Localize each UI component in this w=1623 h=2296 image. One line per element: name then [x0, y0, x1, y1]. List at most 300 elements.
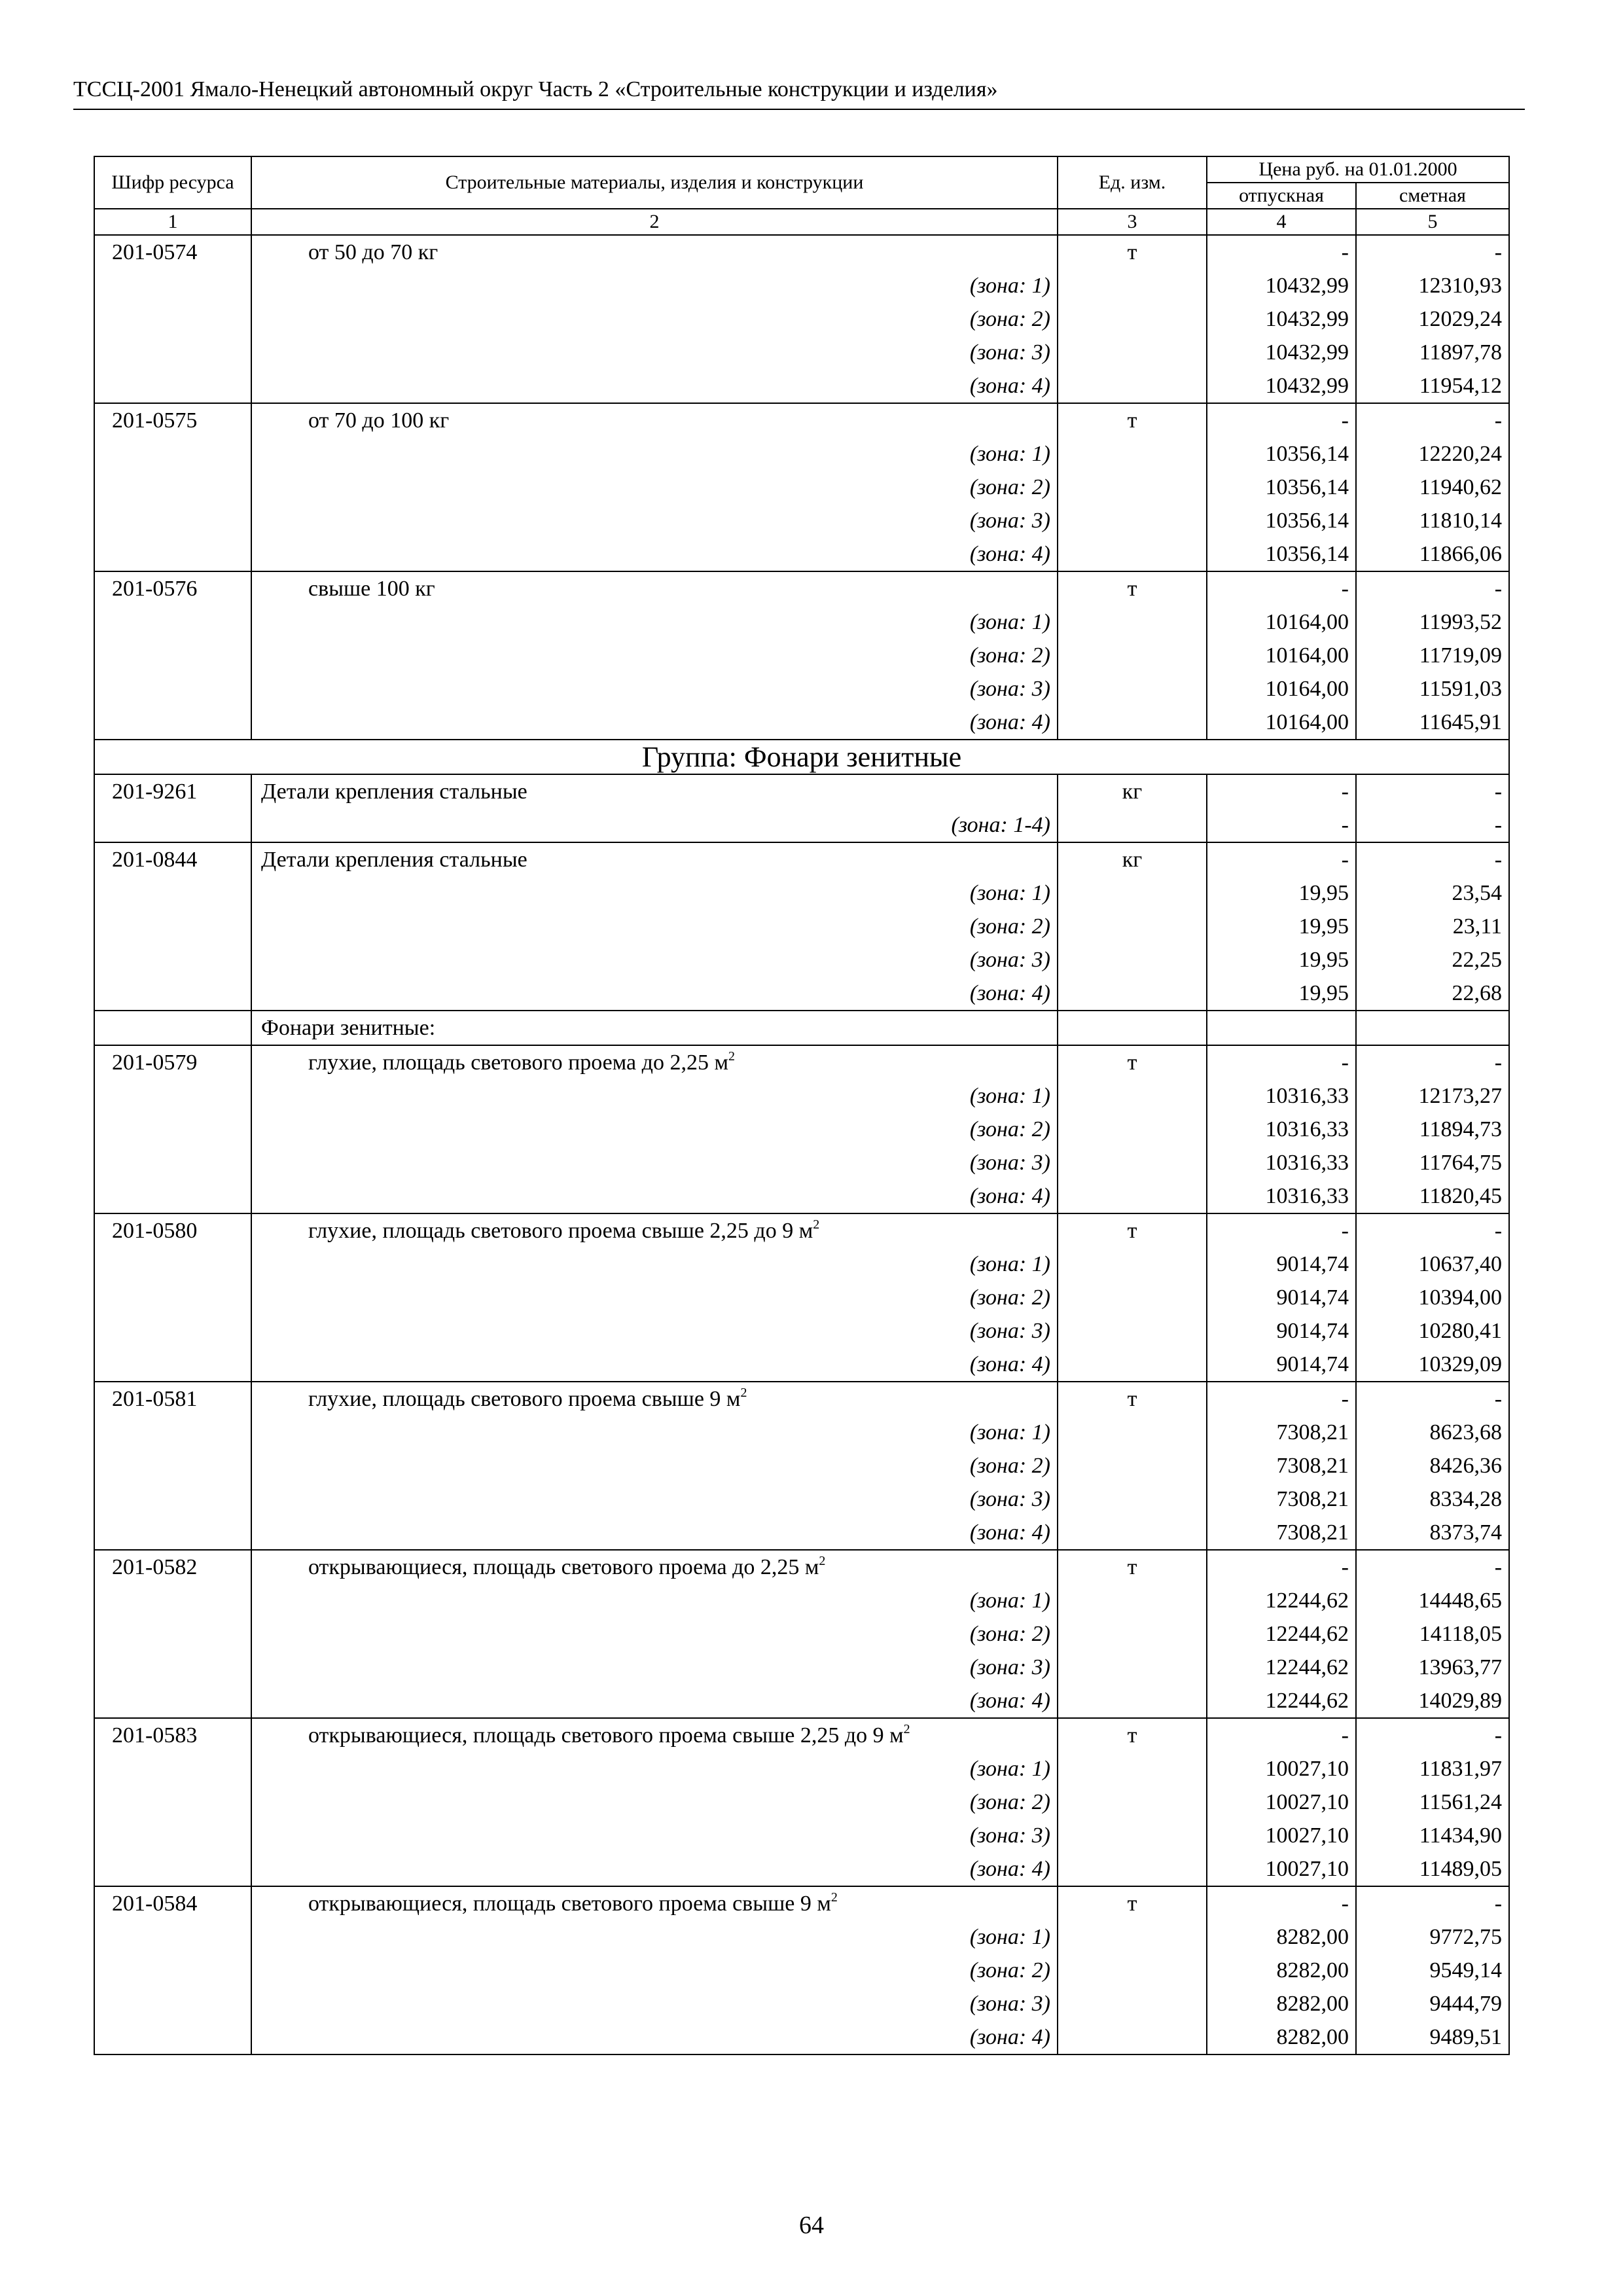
- column-header-code: Шифр ресурса: [94, 156, 251, 209]
- column-header-estimate: сметная: [1356, 183, 1509, 209]
- zone-label: (зона: 2): [251, 1113, 1058, 1146]
- release-price: 10316,33: [1207, 1079, 1356, 1113]
- estimate-price: 11897,78: [1356, 336, 1509, 369]
- zone-label: (зона: 3): [251, 943, 1058, 977]
- zone-label: (зона: 4): [251, 977, 1058, 1011]
- zone-label: (зона: 2): [251, 1617, 1058, 1651]
- estimate-price: 11489,05: [1356, 1852, 1509, 1886]
- zone-row: [94, 1482, 1509, 1516]
- release-price: 8282,00: [1207, 1920, 1356, 1954]
- resource-code: 201-0575: [94, 403, 251, 437]
- empty-cell: [1058, 1516, 1207, 1550]
- table-row: [94, 842, 1509, 876]
- zone-label: (зона: 2): [251, 1954, 1058, 1987]
- zone-row: [94, 302, 1509, 336]
- zone-row: [94, 605, 1509, 639]
- zone-row: [94, 1987, 1509, 2020]
- zone-row: [94, 1617, 1509, 1651]
- table-row: [94, 403, 1509, 437]
- release-price: -: [1207, 571, 1356, 605]
- release-price: 10432,99: [1207, 369, 1356, 403]
- zone-label: (зона: 4): [251, 1516, 1058, 1550]
- estimate-price: 11993,52: [1356, 605, 1509, 639]
- zone-row: [94, 672, 1509, 706]
- estimate-price: -: [1356, 571, 1509, 605]
- empty-cell: [1058, 639, 1207, 672]
- unit-superscript: 2: [728, 1049, 735, 1064]
- table-row: [94, 571, 1509, 605]
- estimate-price: -: [1356, 403, 1509, 437]
- empty-cell: [1058, 1281, 1207, 1314]
- zone-label: (зона: 1): [251, 876, 1058, 910]
- release-price: 10027,10: [1207, 1752, 1356, 1785]
- zone-label: (зона: 4): [251, 706, 1058, 740]
- release-price: 10432,99: [1207, 302, 1356, 336]
- zone-row: [94, 1348, 1509, 1382]
- unit-cell: т: [1058, 1213, 1207, 1247]
- table-row: [94, 1045, 1509, 1079]
- empty-cell: [94, 1516, 251, 1550]
- release-price: -: [1207, 774, 1356, 808]
- empty-cell: [94, 1011, 251, 1045]
- empty-cell: [1058, 808, 1207, 842]
- empty-cell: [1058, 1348, 1207, 1382]
- empty-cell: [1058, 910, 1207, 943]
- estimate-price: -: [1356, 1213, 1509, 1247]
- estimate-price: 11591,03: [1356, 672, 1509, 706]
- estimate-price: -: [1356, 774, 1509, 808]
- zone-row: [94, 943, 1509, 977]
- empty-cell: [1058, 1449, 1207, 1482]
- empty-cell: [1058, 1113, 1207, 1146]
- resource-name-text: открывающиеся, площадь светового проема свыше 9 м: [308, 1892, 831, 1916]
- zone-row: [94, 639, 1509, 672]
- empty-cell: [94, 1449, 251, 1482]
- resource-name-text: открывающиеся, площадь светового проема до 2,25 м: [308, 1555, 819, 1579]
- empty-cell: [94, 537, 251, 571]
- empty-cell: [94, 1920, 251, 1954]
- empty-cell: [94, 977, 251, 1011]
- estimate-price: -: [1356, 1886, 1509, 1920]
- zone-label: (зона: 2): [251, 1785, 1058, 1819]
- resource-name: [251, 1045, 1058, 1079]
- unit-cell: т: [1058, 403, 1207, 437]
- empty-cell: [1058, 1684, 1207, 1718]
- estimate-price: 11810,14: [1356, 504, 1509, 537]
- empty-cell: [1058, 1011, 1207, 1045]
- estimate-price: 23,11: [1356, 910, 1509, 943]
- release-price: 7308,21: [1207, 1482, 1356, 1516]
- release-price: 10356,14: [1207, 471, 1356, 504]
- table-body: [94, 235, 1509, 2054]
- empty-cell: [1058, 369, 1207, 403]
- zone-label: (зона: 4): [251, 1684, 1058, 1718]
- zone-row: [94, 1113, 1509, 1146]
- empty-cell: [1058, 269, 1207, 302]
- empty-cell: [94, 1079, 251, 1113]
- zone-label: (зона: 2): [251, 302, 1058, 336]
- resource-code: 201-0584: [94, 1886, 251, 1920]
- page-number: 64: [799, 2212, 824, 2239]
- zone-row: [94, 369, 1509, 403]
- empty-cell: [1058, 1785, 1207, 1819]
- empty-cell: [1058, 1617, 1207, 1651]
- estimate-price: 9772,75: [1356, 1920, 1509, 1954]
- empty-cell: [94, 910, 251, 943]
- zone-row: [94, 1954, 1509, 1987]
- zone-row: [94, 1516, 1509, 1550]
- resource-code: 201-0583: [94, 1718, 251, 1752]
- table-row: [94, 1382, 1509, 1416]
- table-row: [94, 235, 1509, 269]
- empty-cell: [1058, 605, 1207, 639]
- zone-label: (зона: 1): [251, 1752, 1058, 1785]
- resource-name: [251, 235, 1058, 269]
- resource-name: [251, 571, 1058, 605]
- zone-row: [94, 269, 1509, 302]
- zone-row: [94, 471, 1509, 504]
- estimate-price: 22,25: [1356, 943, 1509, 977]
- resource-name-text: Детали крепления стальные: [261, 780, 527, 804]
- estimate-price: 10280,41: [1356, 1314, 1509, 1348]
- zone-label: (зона: 3): [251, 1146, 1058, 1179]
- empty-cell: [94, 1954, 251, 1987]
- resource-name-text: свыше 100 кг: [308, 577, 435, 601]
- zone-row: [94, 1281, 1509, 1314]
- empty-cell: [94, 943, 251, 977]
- empty-cell: [1058, 2020, 1207, 2054]
- release-price: 12244,62: [1207, 1617, 1356, 1651]
- empty-cell: [1058, 537, 1207, 571]
- zone-row: [94, 1079, 1509, 1113]
- estimate-price: 11954,12: [1356, 369, 1509, 403]
- estimate-price: 12220,24: [1356, 437, 1509, 471]
- empty-cell: [94, 269, 251, 302]
- zone-label: (зона: 1): [251, 1247, 1058, 1281]
- empty-cell: [94, 504, 251, 537]
- release-price: 10432,99: [1207, 269, 1356, 302]
- empty-cell: [94, 672, 251, 706]
- empty-cell: [94, 1684, 251, 1718]
- empty-cell: [94, 1785, 251, 1819]
- estimate-price: 11434,90: [1356, 1819, 1509, 1852]
- estimate-price: 11894,73: [1356, 1113, 1509, 1146]
- subheading-row: [94, 1011, 1509, 1045]
- table-row: [94, 1213, 1509, 1247]
- zone-label: (зона: 2): [251, 910, 1058, 943]
- estimate-price: 11764,75: [1356, 1146, 1509, 1179]
- zone-label: (зона: 3): [251, 336, 1058, 369]
- empty-cell: [94, 1617, 251, 1651]
- empty-cell: [94, 876, 251, 910]
- release-price: -: [1207, 235, 1356, 269]
- resource-code: 201-9261: [94, 774, 251, 808]
- resource-name: [251, 1213, 1058, 1247]
- release-price: 9014,74: [1207, 1247, 1356, 1281]
- estimate-price: 8623,68: [1356, 1416, 1509, 1449]
- empty-cell: [1058, 977, 1207, 1011]
- release-price: -: [1207, 808, 1356, 842]
- estimate-price: 11719,09: [1356, 639, 1509, 672]
- release-price: 8282,00: [1207, 1954, 1356, 1987]
- zone-label: (зона: 3): [251, 1651, 1058, 1684]
- zone-label: (зона: 2): [251, 639, 1058, 672]
- estimate-price: 11831,97: [1356, 1752, 1509, 1785]
- subheading: Фонари зенитные:: [251, 1011, 1058, 1045]
- empty-cell: [1058, 1179, 1207, 1213]
- resource-name: [251, 842, 1058, 876]
- empty-cell: [1058, 504, 1207, 537]
- empty-cell: [1058, 302, 1207, 336]
- resource-name-text: Детали крепления стальные: [261, 848, 527, 872]
- group-row: [94, 740, 1509, 774]
- resource-code: 201-0580: [94, 1213, 251, 1247]
- release-price: 8282,00: [1207, 1987, 1356, 2020]
- unit-superscript: 2: [903, 1722, 910, 1736]
- estimate-price: 23,54: [1356, 876, 1509, 910]
- unit-superscript: 2: [830, 1890, 838, 1905]
- empty-cell: [1058, 1314, 1207, 1348]
- release-price: 7308,21: [1207, 1449, 1356, 1482]
- zone-row: [94, 1584, 1509, 1617]
- table-row: [94, 1550, 1509, 1584]
- estimate-price: 12029,24: [1356, 302, 1509, 336]
- empty-cell: [94, 1416, 251, 1449]
- empty-cell: [94, 2020, 251, 2054]
- empty-cell: [94, 1819, 251, 1852]
- empty-cell: [1058, 1584, 1207, 1617]
- estimate-price: 11820,45: [1356, 1179, 1509, 1213]
- resource-code: 201-0574: [94, 235, 251, 269]
- empty-cell: [1058, 1987, 1207, 2020]
- release-price: 19,95: [1207, 876, 1356, 910]
- release-price: 12244,62: [1207, 1584, 1356, 1617]
- empty-cell: [1058, 1954, 1207, 1987]
- empty-cell: [94, 1348, 251, 1382]
- empty-cell: [1058, 1819, 1207, 1852]
- column-number: 5: [1356, 209, 1509, 235]
- empty-cell: [94, 639, 251, 672]
- zone-label: (зона: 1): [251, 1416, 1058, 1449]
- resource-name: [251, 1382, 1058, 1416]
- zone-row: [94, 1179, 1509, 1213]
- zone-row: [94, 1416, 1509, 1449]
- estimate-price: 9489,51: [1356, 2020, 1509, 2054]
- release-price: 10164,00: [1207, 706, 1356, 740]
- release-price: -: [1207, 842, 1356, 876]
- empty-cell: [1058, 1416, 1207, 1449]
- release-price: 10316,33: [1207, 1113, 1356, 1146]
- zone-row: [94, 1314, 1509, 1348]
- release-price: 19,95: [1207, 943, 1356, 977]
- release-price: -: [1207, 1213, 1356, 1247]
- estimate-price: 13963,77: [1356, 1651, 1509, 1684]
- empty-cell: [1058, 876, 1207, 910]
- zone-label: (зона: 3): [251, 672, 1058, 706]
- zone-label: (зона: 4): [251, 1348, 1058, 1382]
- resource-code: 201-0581: [94, 1382, 251, 1416]
- empty-cell: [94, 1752, 251, 1785]
- estimate-price: 12310,93: [1356, 269, 1509, 302]
- zone-label: (зона: 2): [251, 471, 1058, 504]
- release-price: 10027,10: [1207, 1852, 1356, 1886]
- resource-name: [251, 403, 1058, 437]
- zone-row: [94, 504, 1509, 537]
- resource-name: [251, 1550, 1058, 1584]
- unit-cell: кг: [1058, 842, 1207, 876]
- zone-row: [94, 1852, 1509, 1886]
- empty-cell: [94, 1482, 251, 1516]
- column-header-unit: Ед. изм.: [1058, 156, 1207, 209]
- estimate-price: -: [1356, 1718, 1509, 1752]
- empty-cell: [1058, 1146, 1207, 1179]
- zone-row: [94, 2020, 1509, 2054]
- empty-cell: [1058, 1482, 1207, 1516]
- release-price: 9014,74: [1207, 1348, 1356, 1382]
- zone-row: [94, 808, 1509, 842]
- release-price: 10432,99: [1207, 336, 1356, 369]
- resource-name-text: глухие, площадь светового проема свыше 2,25 до 9 м: [308, 1219, 813, 1243]
- release-price: 9014,74: [1207, 1281, 1356, 1314]
- release-price: -: [1207, 1718, 1356, 1752]
- zone-row: [94, 706, 1509, 740]
- resource-code: 201-0579: [94, 1045, 251, 1079]
- zone-label: (зона: 1): [251, 1584, 1058, 1617]
- zone-row: [94, 1920, 1509, 1954]
- empty-cell: [94, 1113, 251, 1146]
- zone-row: [94, 336, 1509, 369]
- empty-cell: [94, 1247, 251, 1281]
- estimate-price: 9444,79: [1356, 1987, 1509, 2020]
- zone-label: (зона: 2): [251, 1281, 1058, 1314]
- estimate-price: -: [1356, 1045, 1509, 1079]
- empty-cell: [1058, 1079, 1207, 1113]
- empty-cell: [1356, 1011, 1509, 1045]
- release-price: 12244,62: [1207, 1651, 1356, 1684]
- release-price: 19,95: [1207, 977, 1356, 1011]
- release-price: -: [1207, 1382, 1356, 1416]
- group-title: Группа: Фонари зенитные: [94, 740, 1509, 774]
- empty-cell: [94, 369, 251, 403]
- unit-cell: т: [1058, 1718, 1207, 1752]
- column-number: 1: [94, 209, 251, 235]
- empty-cell: [94, 808, 251, 842]
- unit-cell: кг: [1058, 774, 1207, 808]
- zone-label: (зона: 1): [251, 269, 1058, 302]
- zone-label: (зона: 4): [251, 537, 1058, 571]
- estimate-price: 9549,14: [1356, 1954, 1509, 1987]
- unit-cell: т: [1058, 1045, 1207, 1079]
- estimate-price: 8373,74: [1356, 1516, 1509, 1550]
- empty-cell: [1058, 437, 1207, 471]
- zone-label: (зона: 1): [251, 605, 1058, 639]
- release-price: -: [1207, 403, 1356, 437]
- empty-cell: [1058, 672, 1207, 706]
- release-price: 9014,74: [1207, 1314, 1356, 1348]
- estimate-price: 8426,36: [1356, 1449, 1509, 1482]
- release-price: 10027,10: [1207, 1819, 1356, 1852]
- empty-cell: [94, 1987, 251, 2020]
- empty-cell: [1058, 1852, 1207, 1886]
- estimate-price: 11645,91: [1356, 706, 1509, 740]
- empty-cell: [1058, 1920, 1207, 1954]
- estimate-price: -: [1356, 1382, 1509, 1416]
- zone-label: (зона: 1-4): [251, 808, 1058, 842]
- unit-cell: т: [1058, 1550, 1207, 1584]
- release-price: 10356,14: [1207, 537, 1356, 571]
- estimate-price: -: [1356, 1550, 1509, 1584]
- empty-cell: [1058, 943, 1207, 977]
- estimate-price: 22,68: [1356, 977, 1509, 1011]
- zone-row: [94, 1752, 1509, 1785]
- empty-cell: [1058, 471, 1207, 504]
- column-number: 3: [1058, 209, 1207, 235]
- zone-row: [94, 1785, 1509, 1819]
- zone-label: (зона: 2): [251, 1449, 1058, 1482]
- resource-code: 201-0582: [94, 1550, 251, 1584]
- resource-name-text: от 50 до 70 кг: [308, 240, 438, 264]
- empty-cell: [94, 1146, 251, 1179]
- zone-label: (зона: 3): [251, 1987, 1058, 2020]
- column-header-name: Строительные материалы, изделия и конструкции: [251, 156, 1058, 209]
- column-header-release: отпускная: [1207, 183, 1356, 209]
- release-price: 10316,33: [1207, 1146, 1356, 1179]
- price-table: [94, 156, 1510, 2055]
- unit-superscript: 2: [813, 1217, 820, 1232]
- release-price: 10164,00: [1207, 605, 1356, 639]
- column-number: 4: [1207, 209, 1356, 235]
- zone-row: [94, 876, 1509, 910]
- release-price: 7308,21: [1207, 1516, 1356, 1550]
- zone-row: [94, 910, 1509, 943]
- empty-cell: [1058, 1247, 1207, 1281]
- zone-label: (зона: 1): [251, 1920, 1058, 1954]
- zone-row: [94, 1684, 1509, 1718]
- resource-name: [251, 774, 1058, 808]
- estimate-price: 11561,24: [1356, 1785, 1509, 1819]
- release-price: 7308,21: [1207, 1416, 1356, 1449]
- empty-cell: [94, 1179, 251, 1213]
- empty-cell: [94, 437, 251, 471]
- unit-superscript: 2: [740, 1386, 747, 1400]
- release-price: 8282,00: [1207, 2020, 1356, 2054]
- empty-cell: [1058, 706, 1207, 740]
- zone-row: [94, 437, 1509, 471]
- table-row: [94, 1886, 1509, 1920]
- release-price: 10027,10: [1207, 1785, 1356, 1819]
- zone-row: [94, 1819, 1509, 1852]
- zone-label: (зона: 1): [251, 1079, 1058, 1113]
- column-header-price: Цена руб. на 01.01.2000: [1207, 156, 1509, 183]
- zone-row: [94, 1651, 1509, 1684]
- empty-cell: [94, 1281, 251, 1314]
- empty-cell: [1207, 1011, 1356, 1045]
- release-price: 10164,00: [1207, 672, 1356, 706]
- release-price: -: [1207, 1550, 1356, 1584]
- unit-cell: т: [1058, 235, 1207, 269]
- zone-label: (зона: 3): [251, 1482, 1058, 1516]
- zone-label: (зона: 3): [251, 504, 1058, 537]
- table-row: [94, 1718, 1509, 1752]
- zone-row: [94, 1449, 1509, 1482]
- unit-cell: т: [1058, 571, 1207, 605]
- zone-row: [94, 537, 1509, 571]
- empty-cell: [94, 336, 251, 369]
- resource-name-text: глухие, площадь светового проема до 2,25 м: [308, 1050, 728, 1075]
- zone-label: (зона: 3): [251, 1819, 1058, 1852]
- release-price: 10356,14: [1207, 437, 1356, 471]
- release-price: 12244,62: [1207, 1684, 1356, 1718]
